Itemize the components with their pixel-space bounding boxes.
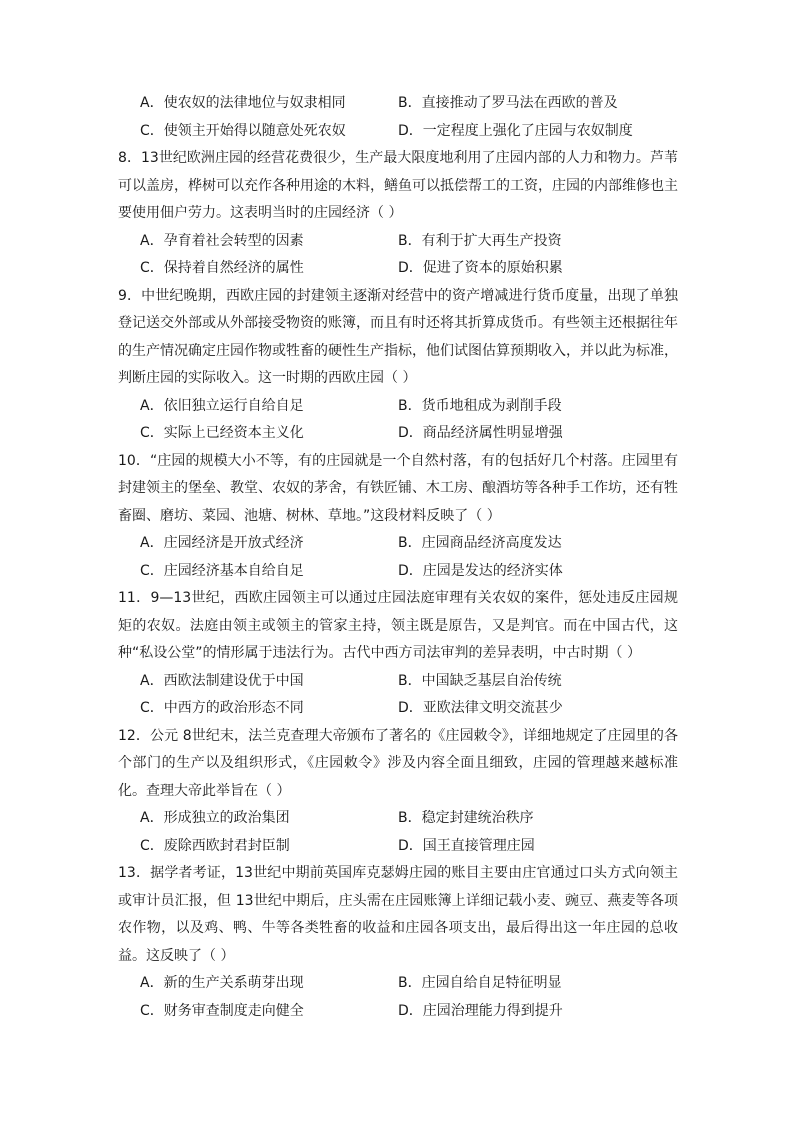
option-b[interactable]: B．中国缺乏基层自治传统 [398, 672, 562, 689]
option-row [118, 255, 678, 283]
option-a[interactable]: A．新的生产关系萌芽出现 [140, 975, 304, 991]
option-row [118, 228, 678, 256]
question-stem: 11．9—13世纪，西欧庄园领主可以通过庄园法庭审理有关农奴的案件，惩处违反庄园规矩的农奴。法庭由领主或领主的管家主持，领主既是原告，又是判官。而在中国古代，这种“私设公堂”的情形属于违法行为。古代中西方司法审判的差异表明，中古时期（ ） [118, 590, 678, 661]
option-a[interactable]: A．依旧独立运行自给自足 [140, 397, 304, 414]
option-row [118, 118, 678, 146]
option-c[interactable]: C．中西方的政治形态不同 [140, 700, 304, 716]
option-row [118, 668, 678, 696]
option-row [118, 970, 678, 998]
option-b[interactable]: B．庄园商品经济高度发达 [398, 535, 562, 551]
option-d[interactable]: D．庄园是发达的经济实体 [398, 562, 563, 579]
question-7-options [118, 90, 678, 145]
question-11 [118, 585, 678, 723]
question-stem: 9．中世纪晚期，西欧庄园的封建领主逐渐对经营中的资产增减进行货币度量，出现了单独登记送交外部或从外部接受物资的账簿，而且有时还将其折算成货币。有些领主还根据往年的生产情况确定庄园作物或牲畜的硬性生产指标，他们试图估算预期收入，并以此为标准，判断庄园的实际收入。这一时期的西欧庄园（ ） [118, 287, 678, 386]
question-stem: 8．13世纪欧洲庄园的经营花费很少，生产最大限度地利用了庄园内部的人力和物力。芦苇可以盖房，桦树可以充作各种用途的木料，鳝鱼可以抵偿帮工的工资，庄园的内部维修也主要使用佃户劳力。这表明当时的庄园经济（ ） [118, 150, 678, 221]
question-stem: 10．“庄园的规模大小不等，有的庄园就是一个自然村落，有的包括好几个村落。庄园里有封建领主的堡垒、教堂、农奴的茅舍，有铁匠铺、木工房、酿酒坊等各种手工作坊，还有牲畜圈、磨坊、菜园、池塘、树林、草地。”这段材料反映了（ ） [118, 452, 678, 524]
option-c[interactable]: C．实际上已经资本主义化 [140, 425, 304, 441]
option-row [118, 420, 678, 448]
option-b[interactable]: B．货币地租成为剥削手段 [398, 397, 562, 414]
option-c[interactable]: C．庄园经济基本自给自足 [140, 562, 304, 579]
option-row [118, 833, 678, 861]
question-8 [118, 145, 678, 283]
option-b[interactable]: B．稳定封建统治秩序 [398, 810, 534, 826]
option-a[interactable]: A．使农奴的法律地位与奴隶相同 [140, 95, 346, 111]
option-d[interactable]: D．国王直接管理庄园 [398, 837, 535, 854]
option-b[interactable]: B．直接推动了罗马法在西欧的普及 [398, 95, 618, 111]
option-a[interactable]: A．西欧法制建设优于中国 [140, 672, 304, 689]
option-d[interactable]: D．亚欧法律文明交流甚少 [398, 700, 563, 716]
question-stem: 13．据学者考证，13世纪中期前英国库克瑟姆庄园的账目主要由庄官通过口头方式向领主或审计员汇报，但 13世纪中期后，庄头需在庄园账簿上详细记载小麦、豌豆、燕麦等各项农作物，以及鸡、鸭、牛等各类牲畜的收益和庄园各项支出，最后得出这一年庄园的总收益。这反映了（ ） [118, 865, 678, 964]
option-a[interactable]: A．孕育着社会转型的因素 [140, 232, 304, 249]
option-row [118, 805, 678, 833]
question-10 [118, 448, 678, 586]
question-9 [118, 283, 678, 448]
option-d[interactable]: D．促进了资本的原始积累 [398, 260, 563, 276]
option-c[interactable]: C．使领主开始得以随意处死农奴 [140, 122, 346, 139]
option-d[interactable]: D．庄园治理能力得到提升 [398, 1002, 563, 1019]
option-row [118, 558, 678, 586]
exam-page [118, 90, 678, 1025]
question-13 [118, 860, 678, 1025]
option-d[interactable]: D．商品经济属性明显增强 [398, 425, 563, 441]
question-stem: 12．公元 8世纪末，法兰克查理大帝颁布了著名的《庄园敕令》，详细地规定了庄园里的各个部门的生产以及组织形式，《庄园敕令》涉及内容全面且细致，庄园的管理越来越标准化。查理大帝此举旨在（ ） [118, 727, 678, 799]
option-d[interactable]: D．一定程度上强化了庄园与农奴制度 [398, 122, 633, 139]
option-row [118, 695, 678, 723]
question-12 [118, 723, 678, 861]
option-c[interactable]: C．废除西欧封君封臣制 [140, 837, 290, 854]
option-a[interactable]: A．庄园经济是开放式经济 [140, 535, 304, 551]
option-row [118, 90, 678, 118]
option-row [118, 998, 678, 1026]
option-row [118, 530, 678, 558]
option-b[interactable]: B．庄园自给自足特征明显 [398, 975, 562, 991]
option-c[interactable]: C．财务审查制度走向健全 [140, 1002, 304, 1019]
option-c[interactable]: C．保持着自然经济的属性 [140, 260, 304, 276]
option-b[interactable]: B．有利于扩大再生产投资 [398, 232, 562, 249]
option-a[interactable]: A．形成独立的政治集团 [140, 810, 290, 826]
option-row [118, 393, 678, 421]
